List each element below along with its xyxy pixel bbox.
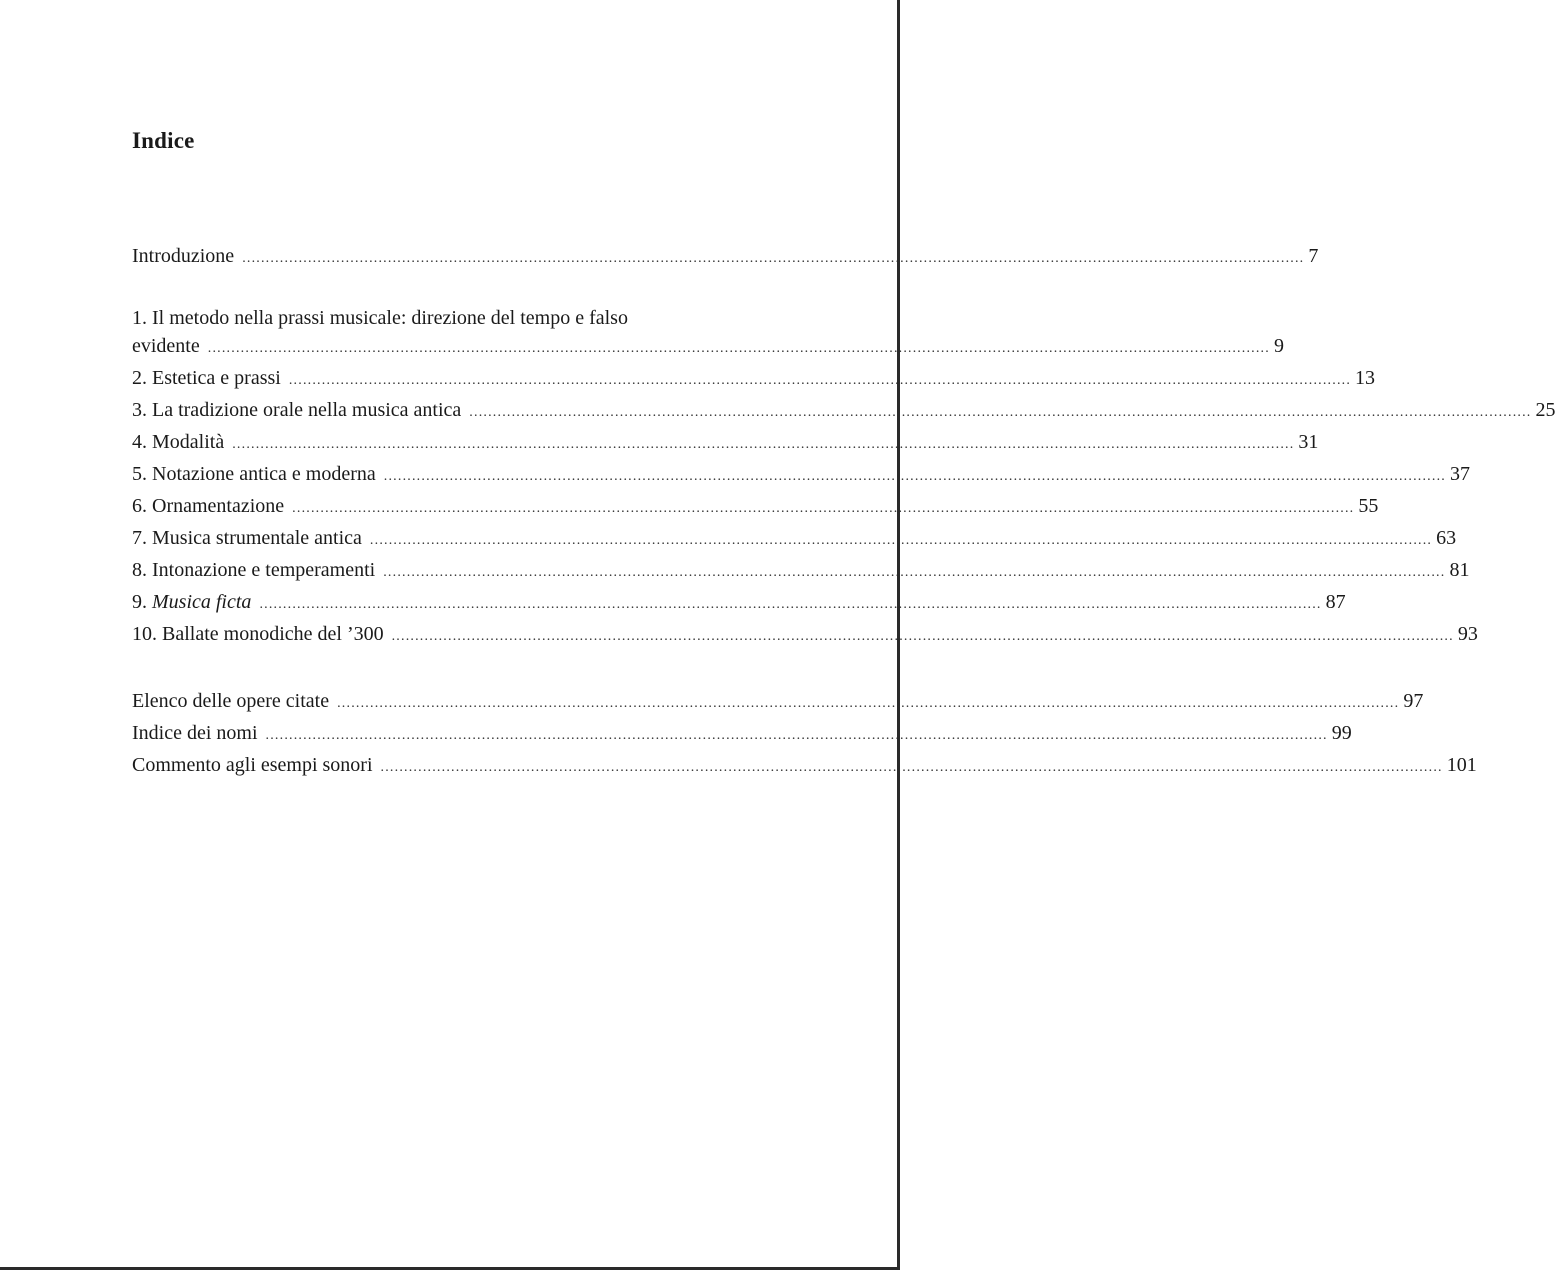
toc-entry-page: 87 [1325, 591, 1346, 613]
toc-entry-chapter-7[interactable] [132, 522, 1457, 554]
toc-entry-label [132, 362, 281, 394]
toc-entry-indice-nomi[interactable] [132, 717, 1352, 749]
toc-entry-chapter-10[interactable] [132, 618, 1478, 650]
toc-entry-page: 81 [1449, 559, 1470, 581]
chapter-number: 7. [132, 527, 147, 549]
toc-entry-label [132, 586, 251, 618]
toc-entry-chapter-3[interactable] [132, 394, 1556, 426]
toc-entry-label [132, 426, 224, 458]
toc-entry-page: 37 [1449, 463, 1470, 485]
chapter-title: La tradizione orale nella musica antica [152, 399, 462, 421]
chapter-number: 3. [132, 399, 147, 421]
chapter-number: 4. [132, 431, 147, 453]
dot-leader: .................................................................................................................................................................................................................................. [391, 629, 1454, 644]
dot-leader: .................................................................................................................................................................................................................................. [242, 251, 1305, 266]
toc-entry-page: 9 [1273, 335, 1284, 357]
toc-entry-page: 7 [1308, 245, 1319, 267]
dot-leader: .................................................................................................................................................................................................................................. [337, 696, 1400, 711]
toc-entry-label [132, 458, 376, 490]
chapter-title: Ornamentazione [152, 495, 285, 517]
toc-entry-page: 63 [1436, 527, 1457, 549]
chapter-title: Ballate monodiche del ’300 [162, 623, 384, 645]
dot-leader: .................................................................................................................................................................................................................................. [380, 760, 1443, 775]
toc-entry-page: 97 [1403, 690, 1424, 712]
dot-leader: .................................................................................................................................................................................................................................. [207, 341, 1270, 356]
chapter-title: Musica ficta [152, 591, 252, 613]
toc-entry-chapter-6[interactable] [132, 490, 1379, 522]
toc-entry-chapter-8[interactable] [132, 554, 1470, 586]
toc-entry-chapter-2[interactable] [132, 362, 1376, 394]
chapter-title: Modalità [152, 431, 225, 453]
toc-entry-page: 13 [1355, 367, 1376, 389]
dot-leader: .................................................................................................................................................................................................................................. [232, 437, 1295, 452]
toc-entry-page: 101 [1446, 754, 1477, 776]
chapter-title: Musica strumentale antica [152, 527, 362, 549]
toc-entry-label-line2: evidente [132, 335, 200, 357]
toc-entry-chapter-9[interactable] [132, 586, 1346, 618]
toc-entry-label: Introduzione [132, 245, 235, 267]
toc-entry-commento-esempi[interactable] [132, 749, 1477, 781]
toc-entry-chapter-5[interactable] [132, 458, 1470, 490]
toc-entry-label [132, 554, 375, 586]
chapter-number: 8. [132, 559, 147, 581]
toc-front-matter [132, 240, 1319, 272]
toc-entry-page: 99 [1331, 722, 1352, 744]
toc-entry-page: 93 [1457, 623, 1478, 645]
toc-entry-chapter-1[interactable] [132, 303, 1284, 362]
toc-entry-label: 1. Il metodo nella prassi musicale: direzione del tempo e falso [132, 307, 628, 329]
dot-leader: .................................................................................................................................................................................................................................. [292, 501, 1355, 516]
toc-entry-label [132, 618, 384, 650]
toc-entry-label [132, 394, 461, 426]
chapter-number: 9. [132, 591, 147, 613]
toc-entry-label [132, 522, 362, 554]
dot-leader: .................................................................................................................................................................................................................................. [259, 597, 1322, 612]
chapter-title: Intonazione e temperamenti [152, 559, 376, 581]
dot-leader: .................................................................................................................................................................................................................................. [469, 405, 1532, 420]
chapter-number: 6. [132, 495, 147, 517]
dot-leader: .................................................................................................................................................................................................................................. [383, 469, 1446, 484]
toc-entry-label [132, 490, 284, 522]
toc-entry-chapter-4[interactable] [132, 426, 1319, 458]
chapter-number: 2. [132, 367, 147, 389]
chapter-number: 10. [132, 623, 157, 645]
chapter-title: Notazione antica e moderna [152, 463, 376, 485]
toc-entry-page: 55 [1358, 495, 1379, 517]
toc-entry-page: 25 [1535, 399, 1556, 421]
dot-leader: .................................................................................................................................................................................................................................. [288, 373, 1352, 388]
dot-leader: .................................................................................................................................................................................................................................. [369, 533, 1433, 548]
toc-entry-page: 31 [1298, 431, 1319, 453]
toc-chapters [132, 303, 1556, 650]
toc-entry-label-continued [132, 333, 1284, 359]
chapter-title: Estetica e prassi [152, 367, 281, 389]
toc-entry-introduzione[interactable] [132, 240, 1319, 272]
toc-entry-label: Indice dei nomi [132, 722, 258, 744]
chapter-number: 5. [132, 463, 147, 485]
dot-leader: .................................................................................................................................................................................................................................. [383, 565, 1446, 580]
page-title: Indice [132, 128, 195, 153]
toc-entry-elenco-opere[interactable] [132, 685, 1424, 717]
toc-entry-label: Elenco delle opere citate [132, 690, 330, 712]
toc-entry-label: Commento agli esempi sonori [132, 754, 373, 776]
toc-back-matter [132, 685, 1477, 781]
dot-leader: .................................................................................................................................................................................................................................. [265, 728, 1328, 743]
